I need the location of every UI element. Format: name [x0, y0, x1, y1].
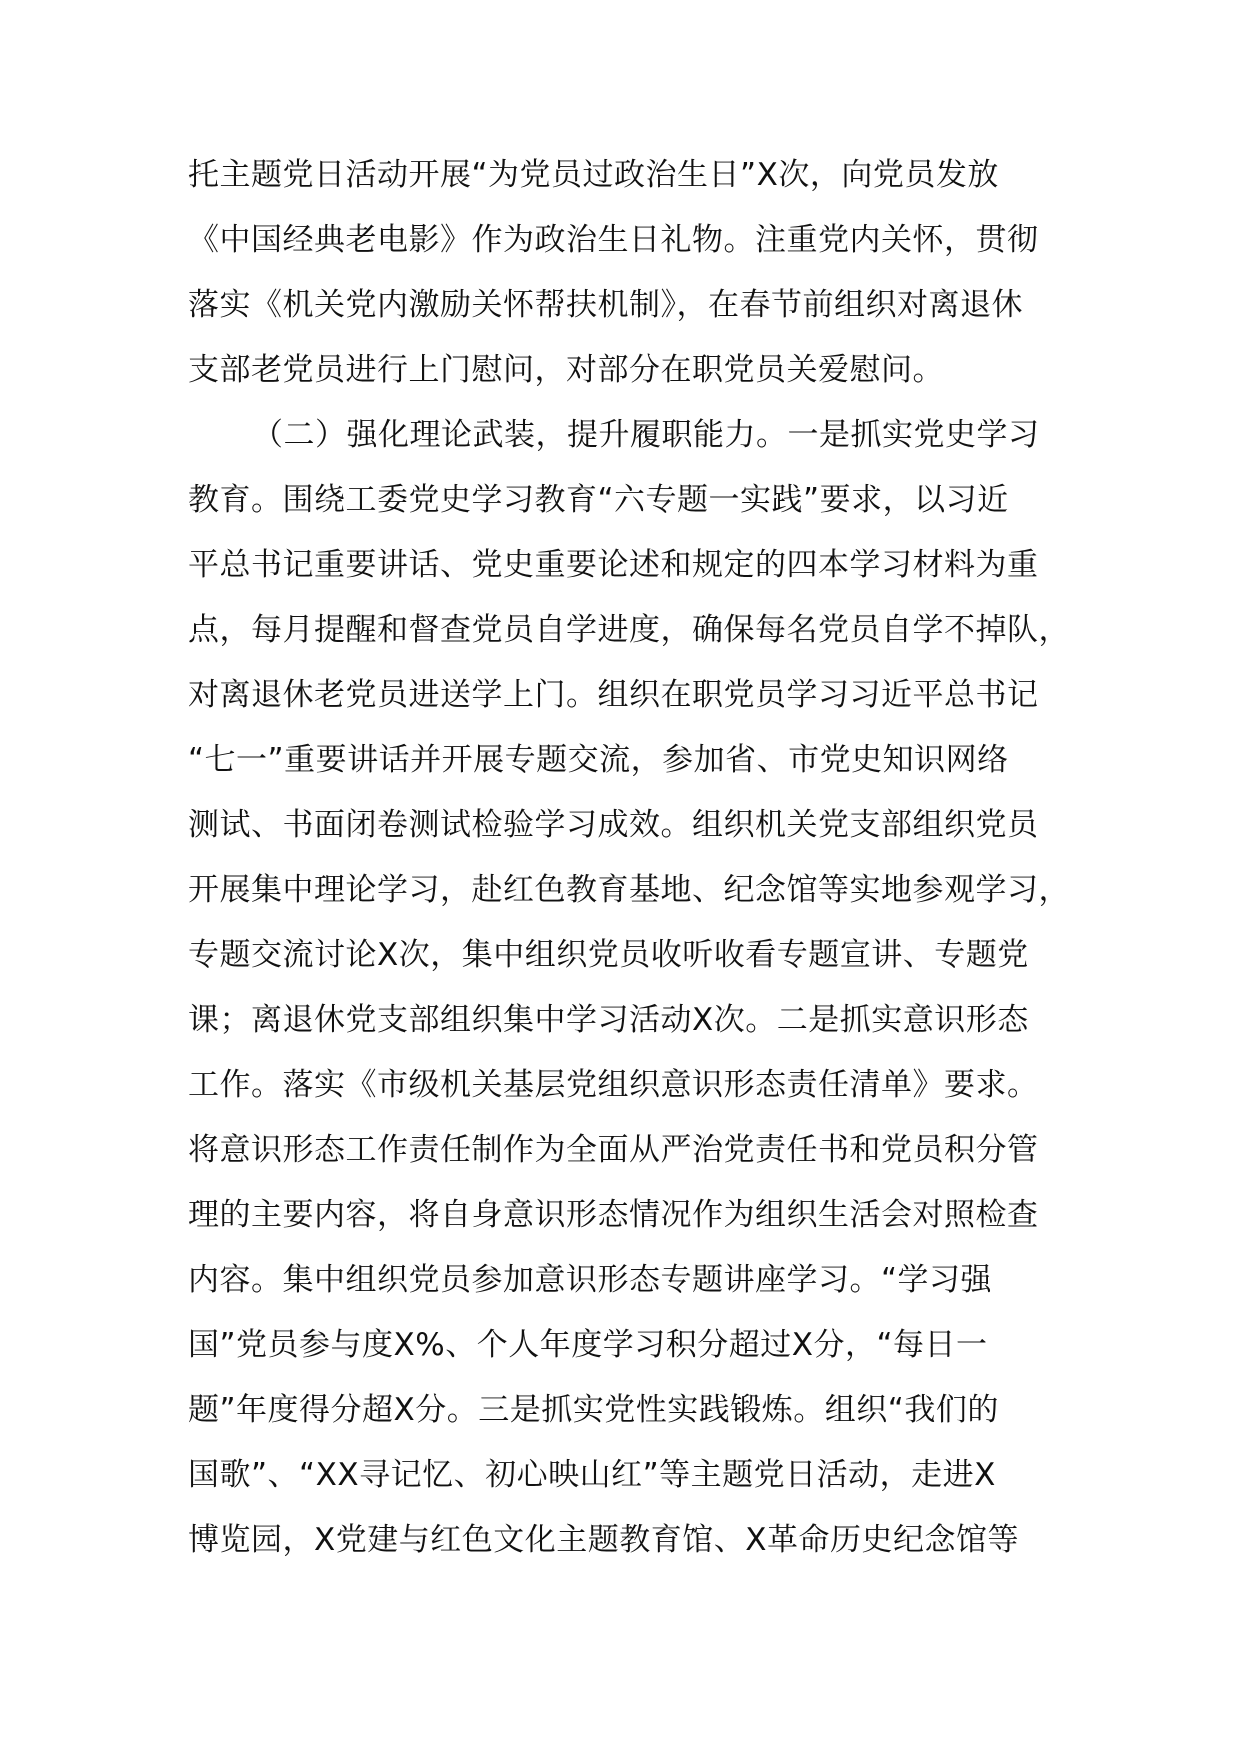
section-heading-line: （二）强化理论武装，提升履职能力。一是抓实党史学习	[252, 417, 1040, 453]
text-line: 专题交流讨论X次，集中组织党员收听收看专题宣讲、专题党	[188, 937, 1029, 973]
text-line: 落实《机关党内激励关怀帮扶机制》，在春节前组织对离退休	[188, 287, 1023, 323]
text-line: 博览园，X党建与红色文化主题教育馆、X革命历史纪念馆等	[188, 1522, 1019, 1558]
text-line: 点，每月提醒和督查党员自学进度，确保每名党员自学不掉队，	[188, 612, 1070, 648]
text-line: 支部老党员进行上门慰问，对部分在职党员关爱慰问。	[188, 352, 944, 388]
text-line: 托主题党日活动开展“为党员过政治生日”X次，向党员发放	[188, 157, 999, 193]
text-line: 理的主要内容，将自身意识形态情况作为组织生活会对照检查	[188, 1197, 1039, 1233]
text-line: 课；离退休党支部组织集中学习活动X次。二是抓实意识形态	[188, 1002, 1029, 1038]
body-text	[188, 143, 1068, 1573]
text-line: 工作。落实《市级机关基层党组织意识形态责任清单》要求。	[188, 1067, 1039, 1103]
text-line: 国”党员参与度X%、个人年度学习积分超过X分，“每日一	[188, 1327, 988, 1363]
text-line: 测试、书面闭卷测试检验学习成效。组织机关党支部组织党员	[188, 807, 1039, 843]
text-line: 题”年度得分超X分。三是抓实党性实践锻炼。组织“我们的	[188, 1392, 999, 1428]
text-line: 国歌”、“XX寻记忆、初心映山红”等主题党日活动，走进X	[188, 1457, 996, 1493]
text-line: 内容。集中组织党员参加意识形态专题讲座学习。“学习强	[188, 1262, 993, 1298]
text-line: 平总书记重要讲话、党史重要论述和规定的四本学习材料为重	[188, 547, 1039, 583]
text-line: 对离退休老党员进送学上门。组织在职党员学习习近平总书记	[188, 677, 1039, 713]
text-line: 开展集中理论学习，赴红色教育基地、纪念馆等实地参观学习，	[188, 872, 1070, 908]
text-line: 《中国经典老电影》作为政治生日礼物。注重党内关怀，贯彻	[188, 222, 1039, 258]
text-line: 教育。围绕工委党史学习教育“六专题一实践”要求，以习近	[188, 482, 1009, 518]
text-line: 将意识形态工作责任制作为全面从严治党责任书和党员积分管	[188, 1132, 1039, 1168]
text-line: “七一”重要讲话并开展专题交流，参加省、市党史知识网络	[188, 742, 1009, 778]
